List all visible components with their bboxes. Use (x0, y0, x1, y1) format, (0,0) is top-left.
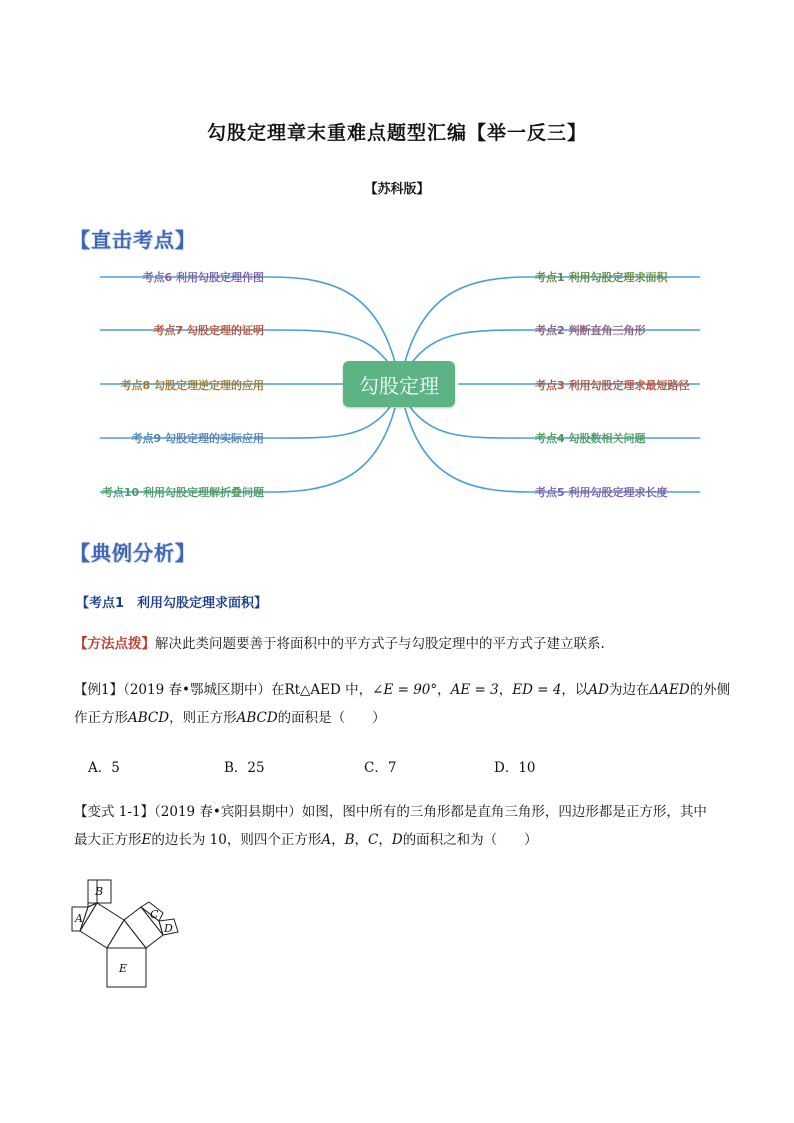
example-1-text: ，则正方形 (169, 710, 237, 726)
mind-map-right-item-1: 考点1 利用勾股定理求面积 (535, 271, 668, 284)
branch-left-10 (100, 408, 395, 492)
example-1-triangle-2: ΔAED (649, 682, 690, 698)
example-1-question (74, 676, 734, 732)
branch-left-6 (100, 277, 395, 362)
section-heading-example-analysis: 【典例分析】 (70, 541, 196, 565)
figure-label-c: C (150, 908, 159, 921)
choice-a[interactable]: A．5 (88, 760, 120, 776)
mind-map-center-node: 勾股定理 (343, 361, 455, 407)
mind-map-right-item-3: 考点3 利用勾股定理求最短路径 (535, 379, 690, 392)
example-1-text: 中， (340, 682, 373, 698)
section-heading-key-points: 【直击考点】 (70, 228, 196, 252)
example-1-line-2 (74, 704, 734, 732)
pythagorean-squares-figure (66, 875, 186, 993)
example-1-text: 为边在 (609, 682, 650, 698)
branch-right-1 (405, 277, 700, 362)
edition-label: 【苏科版】 (364, 182, 430, 197)
example-1-condition-ae: AE = 3 (450, 682, 499, 698)
figure-label-d: D (164, 922, 173, 935)
variant-line-1: 【变式 1-1】（2019 春•宾阳县期中）如图，图中所有的三角形都是直角三角形，四边形都是正方形，其中 (74, 804, 707, 820)
variant-square-c: C (368, 832, 379, 848)
variant-text: 最大正方形 (74, 832, 142, 848)
example-1-condition-angle: ∠E = 90° (372, 682, 438, 698)
method-tip (74, 630, 734, 658)
choice-b[interactable]: B．25 (224, 760, 265, 776)
variant-square-b: B (344, 832, 355, 848)
example-1-text: ，以 (561, 682, 589, 698)
example-1-separator: ， (437, 682, 451, 698)
example-1-text: 的外侧 (689, 682, 731, 698)
mind-map-left-item-10: 考点10 利用勾股定理解折叠问题 (101, 486, 264, 499)
mind-map-left-item-9: 考点9 勾股定理的实际应用 (131, 432, 264, 445)
document-title: 勾股定理章末重难点题型汇编【举一反三】 (206, 122, 587, 144)
example-1-square-name: ABCD (128, 710, 170, 726)
variant-square-a: A (321, 832, 332, 848)
variant-square-e: E (141, 832, 152, 848)
example-1-text: 作正方形 (74, 710, 128, 726)
mind-map-right-item-4: 考点4 勾股数相关问题 (535, 432, 646, 445)
choice-c[interactable]: C．7 (364, 760, 397, 776)
figure-label-a: A (75, 912, 83, 925)
figure-label-e: E (119, 962, 128, 975)
mind-map-left-item-8: 考点8 勾股定理逆定理的应用 (120, 379, 264, 392)
choice-d[interactable]: D．10 (494, 760, 536, 776)
example-1-triangle: Rt△AED (284, 682, 341, 698)
variant-separator: ， (378, 832, 392, 848)
method-tip-text: 解决此类问题要善于将面积中的平方式子与勾股定理中的平方式子建立联系. (155, 636, 605, 652)
example-1-square-name: ABCD (236, 710, 278, 726)
mind-map-left-item-7: 考点7 勾股定理的证明 (153, 324, 264, 337)
variant-separator: ， (354, 832, 369, 848)
variant-text: 的面积之和为（ ） (402, 832, 538, 848)
triangle-main (107, 920, 146, 948)
mind-map-left-item-6: 考点6 利用勾股定理作图 (142, 271, 264, 284)
variant-square-d: D (391, 832, 403, 848)
variant-separator: ， (331, 832, 345, 848)
example-1-line-1 (74, 676, 734, 704)
figure-label-b: B (95, 885, 104, 898)
method-tip-tag: 【方法点拨】 (74, 636, 155, 652)
variant-line-2 (74, 826, 734, 854)
mind-map-right-item-2: 考点2 判断直角三角形 (535, 324, 646, 337)
example-1-separator: ， (498, 682, 513, 698)
mind-map-right-item-5: 考点5 利用勾股定理求长度 (535, 486, 668, 499)
example-1-text: 的面积是（ ） (277, 710, 386, 726)
point-1-heading: 【考点1 利用勾股定理求面积】 (76, 596, 268, 611)
variant-text: 的边长为 10，则四个正方形 (151, 832, 322, 848)
example-1-lead: 【例1】（2019 春•鄂城区期中）在 (74, 682, 285, 698)
example-1-condition-ed: ED = 4 (512, 682, 562, 698)
variant-1-1-question (74, 798, 734, 854)
example-1-side-ad: AD (588, 682, 609, 698)
branch-right-5 (405, 408, 700, 492)
